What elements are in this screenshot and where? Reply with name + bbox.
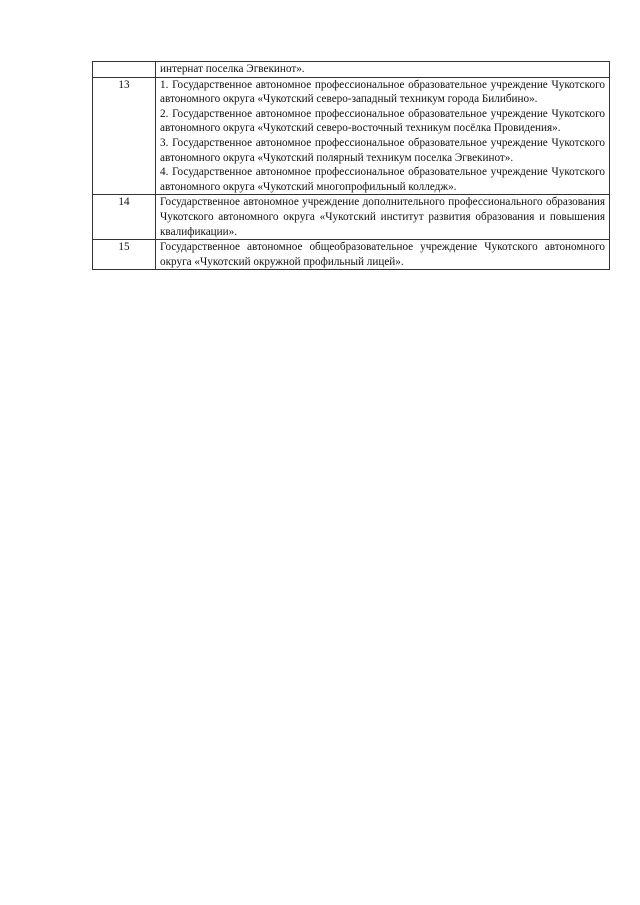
row-text	[156, 240, 610, 270]
row-number: 15	[93, 240, 156, 270]
institutions-table	[92, 61, 610, 270]
paragraph: 1. Государственное автономное профессиональное образовательное учреждение Чукотского автономного округа «Чукотский северо-западный техникум города Билибино».	[160, 78, 605, 106]
table-row	[93, 195, 610, 240]
paragraph: 4. Государственное автономное профессиональное образовательное учреждение Чукотского автономного округа «Чукотский многопрофильный колледж».	[160, 166, 605, 193]
paragraph: 2. Государственное автономное профессиональное образовательное учреждение Чукотского автономного округа «Чукотский северо-восточный техникум посёлка Провидения».	[160, 107, 605, 135]
table-row	[93, 240, 610, 270]
row-number: 14	[93, 195, 156, 240]
row-text	[156, 195, 610, 240]
table-row	[93, 62, 610, 78]
document-page	[92, 61, 610, 270]
row-text	[156, 77, 610, 195]
paragraph: Государственное автономное учреждение дополнительного профессионального образования Чукотского автономного округа «Чукотский институт развития образования и повышения квалификации».	[160, 196, 605, 238]
paragraph: интернат поселка Эгвекинот».	[160, 63, 305, 75]
row-text	[156, 62, 610, 78]
paragraph: Государственное автономное общеобразовательное учреждение Чукотского автономного округа «Чукотский окружной профильный лицей».	[160, 241, 605, 268]
row-number	[93, 62, 156, 78]
table-row	[93, 77, 610, 195]
row-number: 13	[93, 77, 156, 195]
paragraph: 3. Государственное автономное профессиональное образовательное учреждение Чукотского автономного округа «Чукотский полярный техникум поселка Эгвекинот».	[160, 136, 605, 164]
